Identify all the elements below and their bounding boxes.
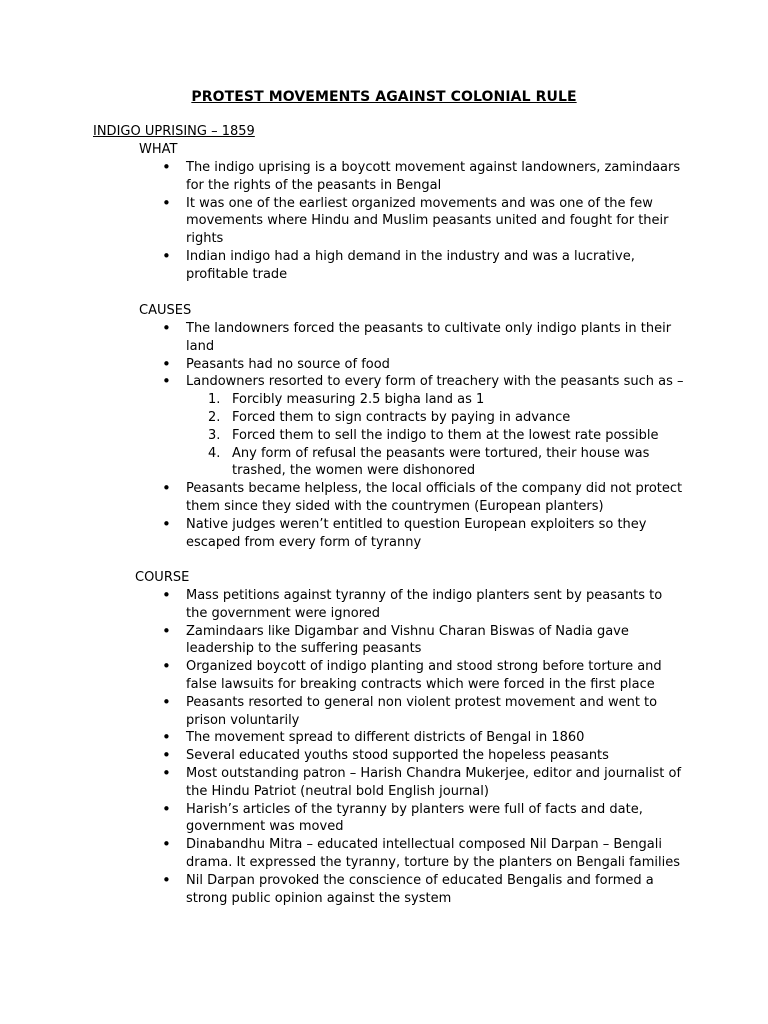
list-item: • Dinabandhu Mitra – educated intellectual composed Nil Darpan – Bengali drama. It expressed the tyranny, torture by the planters on Bengali families — [186, 836, 686, 872]
numbered-item — [208, 445, 692, 481]
course-list — [186, 587, 686, 907]
list-item: • Mass petitions against tyranny of the indigo planters sent by peasants to the government were ignored — [186, 587, 686, 623]
page-title: PROTEST MOVEMENTS AGAINST COLONIAL RULE — [191, 89, 577, 105]
list-item-text: Landowners resorted to every form of treachery with the peasants such as – — [186, 374, 684, 390]
item-number: 3. — [208, 427, 221, 443]
item-text: Forced them to sign contracts by paying in advance — [232, 409, 571, 425]
list-item: • Peasants became helpless, the local officials of the company did not protect them since they sided with the countrymen (European planters) — [186, 480, 686, 516]
list-item: • It was one of the earliest organized movements and was one of the few movements where Hindu and Muslim peasants united and fought for their rights — [186, 195, 686, 248]
list-item: • Zamindaars like Digambar and Vishnu Charan Biswas of Nadia gave leadership to the suffering peasants — [186, 623, 686, 659]
item-text: Forced them to sell the indigo to them at the lowest rate possible — [232, 427, 659, 443]
course-heading: COURSE — [135, 570, 190, 585]
list-item: • The landowners forced the peasants to cultivate only indigo plants in their land — [186, 320, 686, 356]
numbered-item — [208, 391, 692, 409]
causes-heading: CAUSES — [139, 303, 192, 318]
list-item: • Most outstanding patron – Harish Chandra Mukerjee, editor and journalist of the Hindu Patriot (neutral bold English journal) — [186, 765, 686, 801]
list-item: • Indian indigo had a high demand in the industry and was a lucrative, profitable trade — [186, 248, 686, 284]
list-item: • Organized boycott of indigo planting and stood strong before torture and false lawsuits for breaking contracts which were forced in the first place — [186, 658, 686, 694]
item-number: 4. — [208, 445, 221, 461]
what-list — [186, 159, 686, 284]
item-text: Forcibly measuring 2.5 bigha land as 1 — [232, 392, 485, 408]
numbered-item — [208, 409, 692, 427]
list-item: • The indigo uprising is a boycott movement against landowners, zamindaars for the rights of the peasants in Bengal — [186, 159, 686, 195]
list-item: • Peasants had no source of food — [186, 356, 686, 374]
section-title: INDIGO UPRISING – 1859 — [93, 124, 255, 139]
list-item: • Peasants resorted to general non violent protest movement and went to prison voluntarily — [186, 694, 686, 730]
list-item: • Native judges weren’t entitled to question European exploiters so they escaped from every form of tyranny — [186, 516, 686, 552]
list-item: • Harish’s articles of the tyranny by planters were full of facts and date, government was moved — [186, 801, 686, 837]
what-heading: WHAT — [139, 142, 178, 157]
item-number: 1. — [208, 392, 221, 408]
item-number: 2. — [208, 409, 221, 425]
item-text: Any form of refusal the peasants were tortured, their house was trashed, the women were dishonored — [232, 445, 650, 479]
list-item — [186, 373, 686, 480]
causes-list — [186, 320, 686, 551]
list-item: • The movement spread to different districts of Bengal in 1860 — [186, 729, 686, 747]
numbered-item — [208, 427, 692, 445]
list-item: • Nil Darpan provoked the conscience of educated Bengalis and formed a strong public opinion against the system — [186, 872, 686, 908]
numbered-list — [208, 391, 692, 480]
list-item: • Several educated youths stood supported the hopeless peasants — [186, 747, 686, 765]
